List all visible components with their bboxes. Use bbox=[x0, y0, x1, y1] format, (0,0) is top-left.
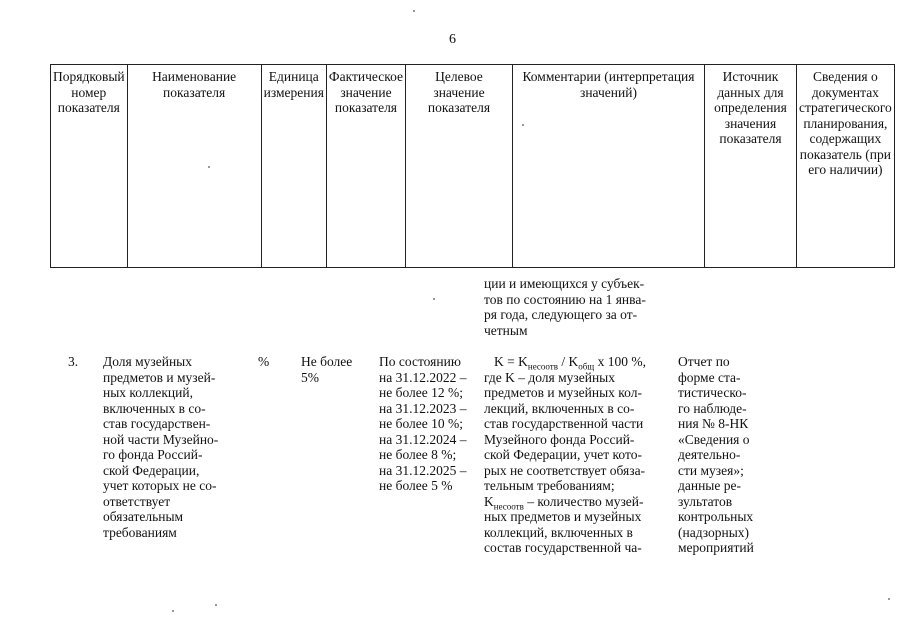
page-number: 6 bbox=[449, 32, 456, 47]
source-line: контрольных bbox=[678, 509, 754, 524]
scan-speck bbox=[208, 166, 210, 168]
comment-line: состав государственной ча- bbox=[484, 540, 642, 555]
source-line: го наблюде- bbox=[678, 400, 747, 416]
col-header-unit: Единица измерения bbox=[261, 65, 326, 268]
col-header-data-source: Источник данных для определения значения показателя bbox=[704, 65, 796, 268]
name-line: ной части Музейно- bbox=[103, 431, 219, 447]
target-line: на 31.12.2022 – bbox=[379, 369, 467, 385]
name-line: требованиям bbox=[103, 524, 177, 540]
target-line: По состоянию bbox=[379, 354, 461, 369]
formula-line bbox=[484, 354, 674, 370]
comment-line: предметов и музейных кол- bbox=[484, 385, 642, 400]
target-line: на 31.12.2025 – bbox=[379, 462, 467, 478]
continuation-line: четным bbox=[484, 322, 528, 338]
col-header-number: Порядковый номер показателя bbox=[51, 65, 128, 268]
row-number: 3. bbox=[68, 354, 79, 369]
comment-line: ных предметов и музейных bbox=[484, 509, 642, 524]
target-line: не более 8 %; bbox=[379, 447, 457, 462]
formula-div: / K bbox=[557, 354, 579, 369]
actual-value bbox=[301, 354, 371, 385]
source-line: деятельно- bbox=[678, 447, 741, 462]
col-header-actual-value: Фактическое значение показателя bbox=[326, 65, 405, 268]
name-line: став государствен- bbox=[103, 416, 211, 431]
actual-value-line: 5% bbox=[301, 369, 319, 385]
comment-line: Музейного фонда Россий- bbox=[484, 431, 635, 447]
source-line: данные ре- bbox=[678, 478, 741, 493]
continuation-line: ря года, следующего за от- bbox=[484, 307, 638, 322]
formula-k: K = K bbox=[494, 354, 528, 369]
name-line: Доля музейных bbox=[103, 354, 192, 369]
col-header-target-value: Целевое значение показателя bbox=[405, 65, 512, 268]
target-line: не более 5 % bbox=[379, 478, 453, 493]
comment-line: коллекций, включенных в bbox=[484, 524, 633, 540]
comment-continuation bbox=[484, 276, 674, 338]
comment-line: лекций, включенных в со- bbox=[484, 400, 635, 416]
target-line: не более 12 %; bbox=[379, 385, 463, 400]
indicator-table-header bbox=[50, 64, 895, 268]
source-line: тистическо- bbox=[678, 385, 747, 400]
comment-line: где K – доля музейных bbox=[484, 369, 615, 385]
name-line: включенных в со- bbox=[103, 400, 206, 416]
definition-sub: несоотв bbox=[493, 501, 524, 512]
comment-line: тельным требованиям; bbox=[484, 478, 615, 493]
target-value bbox=[379, 354, 479, 494]
name-line: ных коллекций, bbox=[103, 385, 193, 400]
name-line: учет которых не со- bbox=[103, 478, 217, 493]
scan-speck bbox=[522, 124, 524, 126]
comment-text bbox=[484, 354, 674, 556]
name-line: ской Федерации, bbox=[103, 462, 200, 478]
name-line: обязательным bbox=[103, 509, 184, 524]
scan-speck bbox=[888, 598, 890, 600]
scan-speck bbox=[413, 10, 415, 12]
continuation-line: тов по состоянию на 1 янва- bbox=[484, 291, 646, 307]
scan-speck bbox=[433, 298, 435, 300]
source-line: (надзорных) bbox=[678, 524, 750, 540]
source-line: мероприятий bbox=[678, 540, 754, 555]
definition-line bbox=[484, 494, 674, 510]
col-header-strategic-docs: Сведения о документах стратегического планирования, содержащих показатель (при его наличии) bbox=[796, 65, 894, 268]
source-line: зультатов bbox=[678, 493, 733, 509]
name-line: ответствует bbox=[103, 493, 171, 509]
source-line: «Сведения о bbox=[678, 431, 750, 447]
target-line: не более 10 %; bbox=[379, 416, 463, 431]
actual-value-line: Не более bbox=[301, 354, 353, 369]
source-line: Отчет по bbox=[678, 354, 730, 369]
definition-k: K bbox=[484, 493, 494, 509]
formula-sub-total: общ bbox=[578, 361, 595, 372]
comment-line: рых не соответствует обяза- bbox=[484, 462, 646, 478]
name-line: го фонда Россий- bbox=[103, 447, 203, 462]
data-source bbox=[678, 354, 770, 556]
scan-speck bbox=[172, 610, 174, 612]
continuation-line: ции и имеющихся у субъек- bbox=[484, 276, 645, 291]
comment-line: став государственной части bbox=[484, 416, 644, 431]
col-header-comments: Комментарии (интерпретация значений) bbox=[512, 65, 704, 268]
indicator-name bbox=[103, 354, 233, 540]
source-line: форме ста- bbox=[678, 369, 741, 385]
unit-of-measure: % bbox=[258, 354, 270, 369]
formula-sub-noncompliant: несоотв bbox=[527, 361, 558, 372]
formula-tail: x 100 %, bbox=[594, 354, 646, 369]
source-line: сти музея»; bbox=[678, 462, 744, 478]
scan-speck bbox=[215, 604, 217, 606]
name-line: предметов и музей- bbox=[103, 369, 216, 385]
target-line: на 31.12.2023 – bbox=[379, 400, 467, 416]
definition-tail: – количество музей- bbox=[523, 493, 644, 509]
target-line: на 31.12.2024 – bbox=[379, 431, 467, 447]
source-line: ния № 8-НК bbox=[678, 416, 749, 431]
col-header-name: Наименование показателя bbox=[127, 65, 261, 268]
comment-line: ской Федерации, учет кото- bbox=[484, 447, 642, 462]
